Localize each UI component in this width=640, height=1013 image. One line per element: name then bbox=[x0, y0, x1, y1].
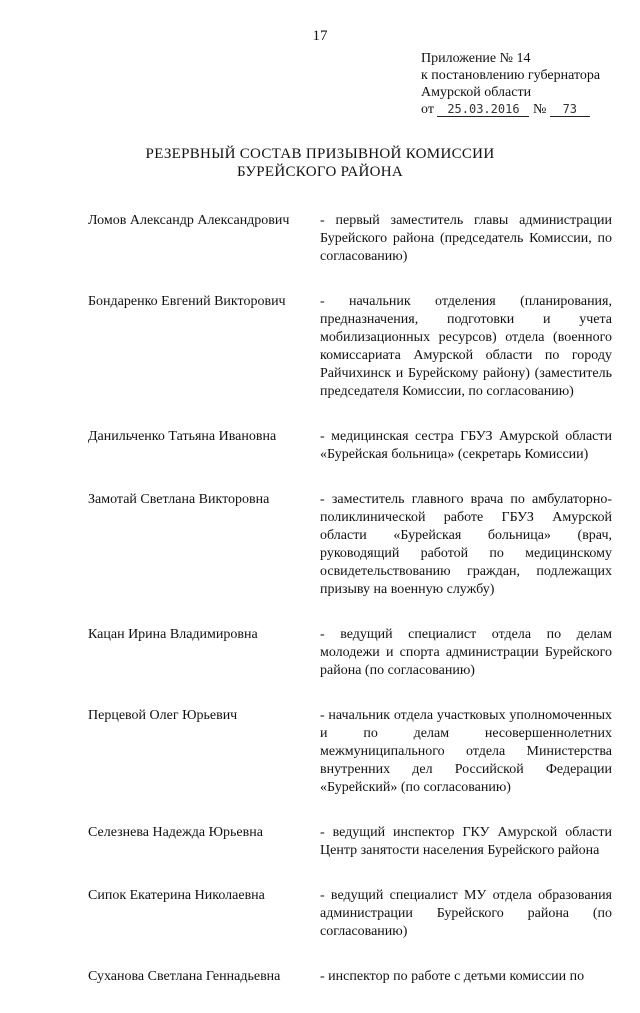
member-name: Сипок Екатерина Николаевна bbox=[88, 888, 265, 903]
member-row bbox=[88, 293, 612, 401]
page-number: 17 bbox=[312, 28, 328, 44]
appendix-block bbox=[421, 50, 621, 118]
member-row bbox=[88, 968, 612, 986]
member-row bbox=[88, 428, 612, 464]
date-prefix: от bbox=[421, 102, 434, 117]
member-role: - медицинская сестра ГБУЗ Амурской области «Бурейская больница» (секретарь Комиссии) bbox=[320, 429, 612, 462]
member-name: Селезнева Надежда Юрьевна bbox=[88, 825, 263, 840]
title-line-1: РЕЗЕРВНЫЙ СОСТАВ ПРИЗЫВНОЙ КОМИССИИ bbox=[145, 146, 495, 162]
member-row bbox=[88, 887, 612, 941]
appendix-date-number-line bbox=[421, 101, 621, 118]
member-row bbox=[88, 824, 612, 860]
members-list bbox=[88, 212, 612, 1013]
member-role: - начальник отдела участковых уполномоченных и по делам несовершеннолетних межмуниципального отдела Министерства внутренних дел Российской Федерации «Бурейский» (по согласованию) bbox=[320, 708, 612, 795]
document-title bbox=[0, 145, 640, 181]
member-role: - заместитель главного врача по амбулаторно-поликлинической работе ГБУЗ Амурской области «Бурейская больница» (врач, руководящий работой по медицинскому освидетельствованию граждан, подлежащих призыву на военную службу) bbox=[320, 492, 612, 597]
member-name: Перцевой Олег Юрьевич bbox=[88, 708, 238, 723]
member-role: - инспектор по работе с детьми комиссии по bbox=[320, 969, 585, 984]
number-prefix: № bbox=[532, 102, 547, 117]
member-row bbox=[88, 707, 612, 797]
member-role: - начальник отделения (планирования, предназначения, подготовки и учета мобилизационных ресурсов) отдела (военного комиссариата Амурской области по городу Райчихинск и Бурейскому району) (заместитель председателя Комиссии, по согласованию) bbox=[320, 294, 612, 399]
member-role: - ведущий инспектор ГКУ Амурской области Центр занятости населения Бурейского района bbox=[320, 825, 612, 858]
appendix-title: Приложение № 14 bbox=[421, 51, 531, 66]
appendix-decree-reference: к постановлению губернатора bbox=[421, 68, 601, 83]
member-role: - первый заместитель главы администрации Бурейского района (председатель Комиссии, по согласованию) bbox=[320, 213, 612, 264]
number-stamp: 73 bbox=[550, 102, 590, 117]
member-name: Замотай Светлана Викторовна bbox=[88, 492, 270, 507]
member-role: - ведущий специалист отдела по делам молодежи и спорта администрации Бурейского района (по согласованию) bbox=[320, 627, 612, 678]
member-name: Кацан Ирина Владимировна bbox=[88, 627, 258, 642]
appendix-region: Амурской области bbox=[421, 85, 532, 100]
member-row bbox=[88, 212, 612, 266]
member-name: Ломов Александр Александрович bbox=[88, 213, 290, 228]
member-row bbox=[88, 491, 612, 599]
title-line-2: БУРЕЙСКОГО РАЙОНА bbox=[236, 164, 404, 180]
member-role: - ведущий специалист МУ отдела образования администрации Бурейского района (по согласованию) bbox=[320, 888, 612, 939]
member-name: Бондаренко Евгений Викторович bbox=[88, 294, 286, 309]
member-row bbox=[88, 626, 612, 680]
member-name: Данильченко Татьяна Ивановна bbox=[88, 429, 277, 444]
date-stamp: 25.03.2016 bbox=[437, 102, 529, 117]
member-name: Суханова Светлана Геннадьевна bbox=[88, 969, 281, 984]
